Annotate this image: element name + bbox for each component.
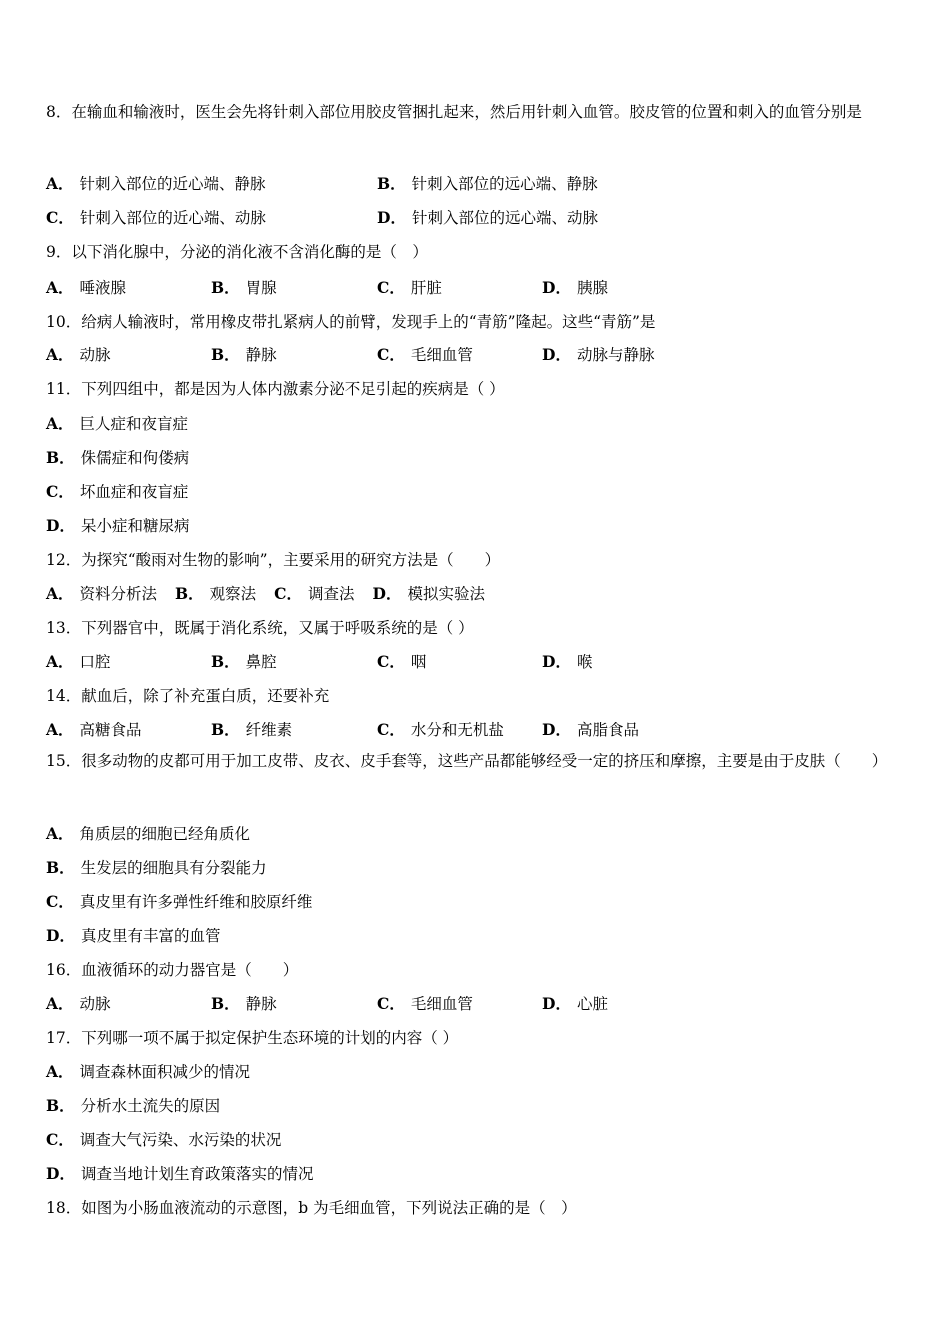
question-17-option-c: C． 调查大气污染、水污染的状况 <box>46 1130 282 1149</box>
option-b: B． 观察法 <box>175 584 257 603</box>
question-9-stem: 9．以下消化腺中，分泌的消化液不含消化酶的是（ ） <box>46 243 428 261</box>
question-11-option-b: B． 侏儒症和佝偻病 <box>46 448 190 467</box>
option-d: D． 胰腺 <box>542 278 608 297</box>
option-c: C． 水分和无机盐 <box>377 720 504 739</box>
option-a: A． 资料分析法 <box>46 584 158 603</box>
option-d: D． 高脂食品 <box>542 720 639 739</box>
question-11-option-c: C． 坏血症和夜盲症 <box>46 482 189 501</box>
question-12-options <box>46 582 908 604</box>
question-15-option-d: D． 真皮里有丰富的血管 <box>46 926 221 945</box>
option-d: D． 模拟实验法 <box>372 584 485 603</box>
option-a: A． 动脉 <box>46 345 111 364</box>
question-11-stem: 11．下列四组中，都是因为人体内激素分泌不足引起的疾病是（ ） <box>46 380 505 398</box>
question-18-stem: 18．如图为小肠血液流动的示意图，b 为毛细血管，下列说法正确的是（ ） <box>46 1199 577 1217</box>
question-13-options <box>46 650 908 672</box>
option-b: B． 鼻腔 <box>211 652 277 671</box>
question-12-stem: 12．为探究“酸雨对生物的影响”，主要采用的研究方法是（ ） <box>46 551 501 569</box>
option-c: C． 针刺入部位的近心端、动脉 <box>46 208 266 227</box>
question-11-option-d: D． 呆小症和糖尿病 <box>46 516 190 535</box>
question-14-options <box>46 718 908 740</box>
option-b: B． 针刺入部位的远心端、静脉 <box>377 174 598 193</box>
option-b: B． 静脉 <box>211 345 277 364</box>
option-b: B． 胃腺 <box>211 278 277 297</box>
option-b: B． 静脉 <box>211 994 277 1013</box>
question-17-option-b: B． 分析水土流失的原因 <box>46 1096 221 1115</box>
option-a: A． 针刺入部位的近心端、静脉 <box>46 174 266 193</box>
option-a: A． 高糖食品 <box>46 720 142 739</box>
question-17-option-a: A． 调查森林面积减少的情况 <box>46 1062 251 1081</box>
option-d: D． 心脏 <box>542 994 608 1013</box>
question-13-stem: 13．下列器官中，既属于消化系统，又属于呼吸系统的是（ ） <box>46 619 474 637</box>
option-b: B． 纤维素 <box>211 720 293 739</box>
question-8-options-row-1 <box>46 172 908 194</box>
question-10-options <box>46 343 908 365</box>
question-15-stem: 15．很多动物的皮都可用于加工皮带、皮衣、皮手套等，这些产品都能够经受一定的挤压和摩擦，主要是由于皮肤（ ） <box>46 752 888 770</box>
question-9-options <box>46 276 908 298</box>
option-d: D． 针刺入部位的远心端、动脉 <box>377 208 598 227</box>
question-17-option-d: D． 调查当地计划生育政策落实的情况 <box>46 1164 314 1183</box>
question-8-stem: 8．在输血和输液时，医生会先将针刺入部位用胶皮管捆扎起来，然后用针刺入血管。胶皮管的位置和刺入的血管分别是 <box>46 103 862 121</box>
question-11-option-a: A． 巨人症和夜盲症 <box>46 414 189 433</box>
option-c: C． 调查法 <box>274 584 355 603</box>
question-17-stem: 17．下列哪一项不属于拟定保护生态环境的计划的内容（ ） <box>46 1029 459 1047</box>
option-a: A． 唾液腺 <box>46 278 127 297</box>
option-c: C． 咽 <box>377 652 427 671</box>
question-16-options <box>46 992 908 1014</box>
question-10-stem: 10．给病人输液时，常用橡皮带扎紧病人的前臂，发现手上的“青筋”隆起。这些“青筋”是 <box>46 313 656 331</box>
question-15-option-b: B． 生发层的细胞具有分裂能力 <box>46 858 267 877</box>
question-14-stem: 14．献血后，除了补充蛋白质，还要补充 <box>46 687 330 705</box>
question-15-option-c: C． 真皮里有许多弹性纤维和胶原纤维 <box>46 892 313 911</box>
option-a: A． 动脉 <box>46 994 111 1013</box>
option-c: C． 毛细血管 <box>377 994 473 1013</box>
option-c: C． 肝脏 <box>377 278 442 297</box>
option-d: D． 动脉与静脉 <box>542 345 655 364</box>
question-8-options-row-2 <box>46 206 908 228</box>
question-15-option-a: A． 角质层的细胞已经角质化 <box>46 824 251 843</box>
option-d: D． 喉 <box>542 652 593 671</box>
question-16-stem: 16．血液循环的动力器官是（ ） <box>46 961 299 979</box>
option-a: A． 口腔 <box>46 652 111 671</box>
option-c: C． 毛细血管 <box>377 345 473 364</box>
